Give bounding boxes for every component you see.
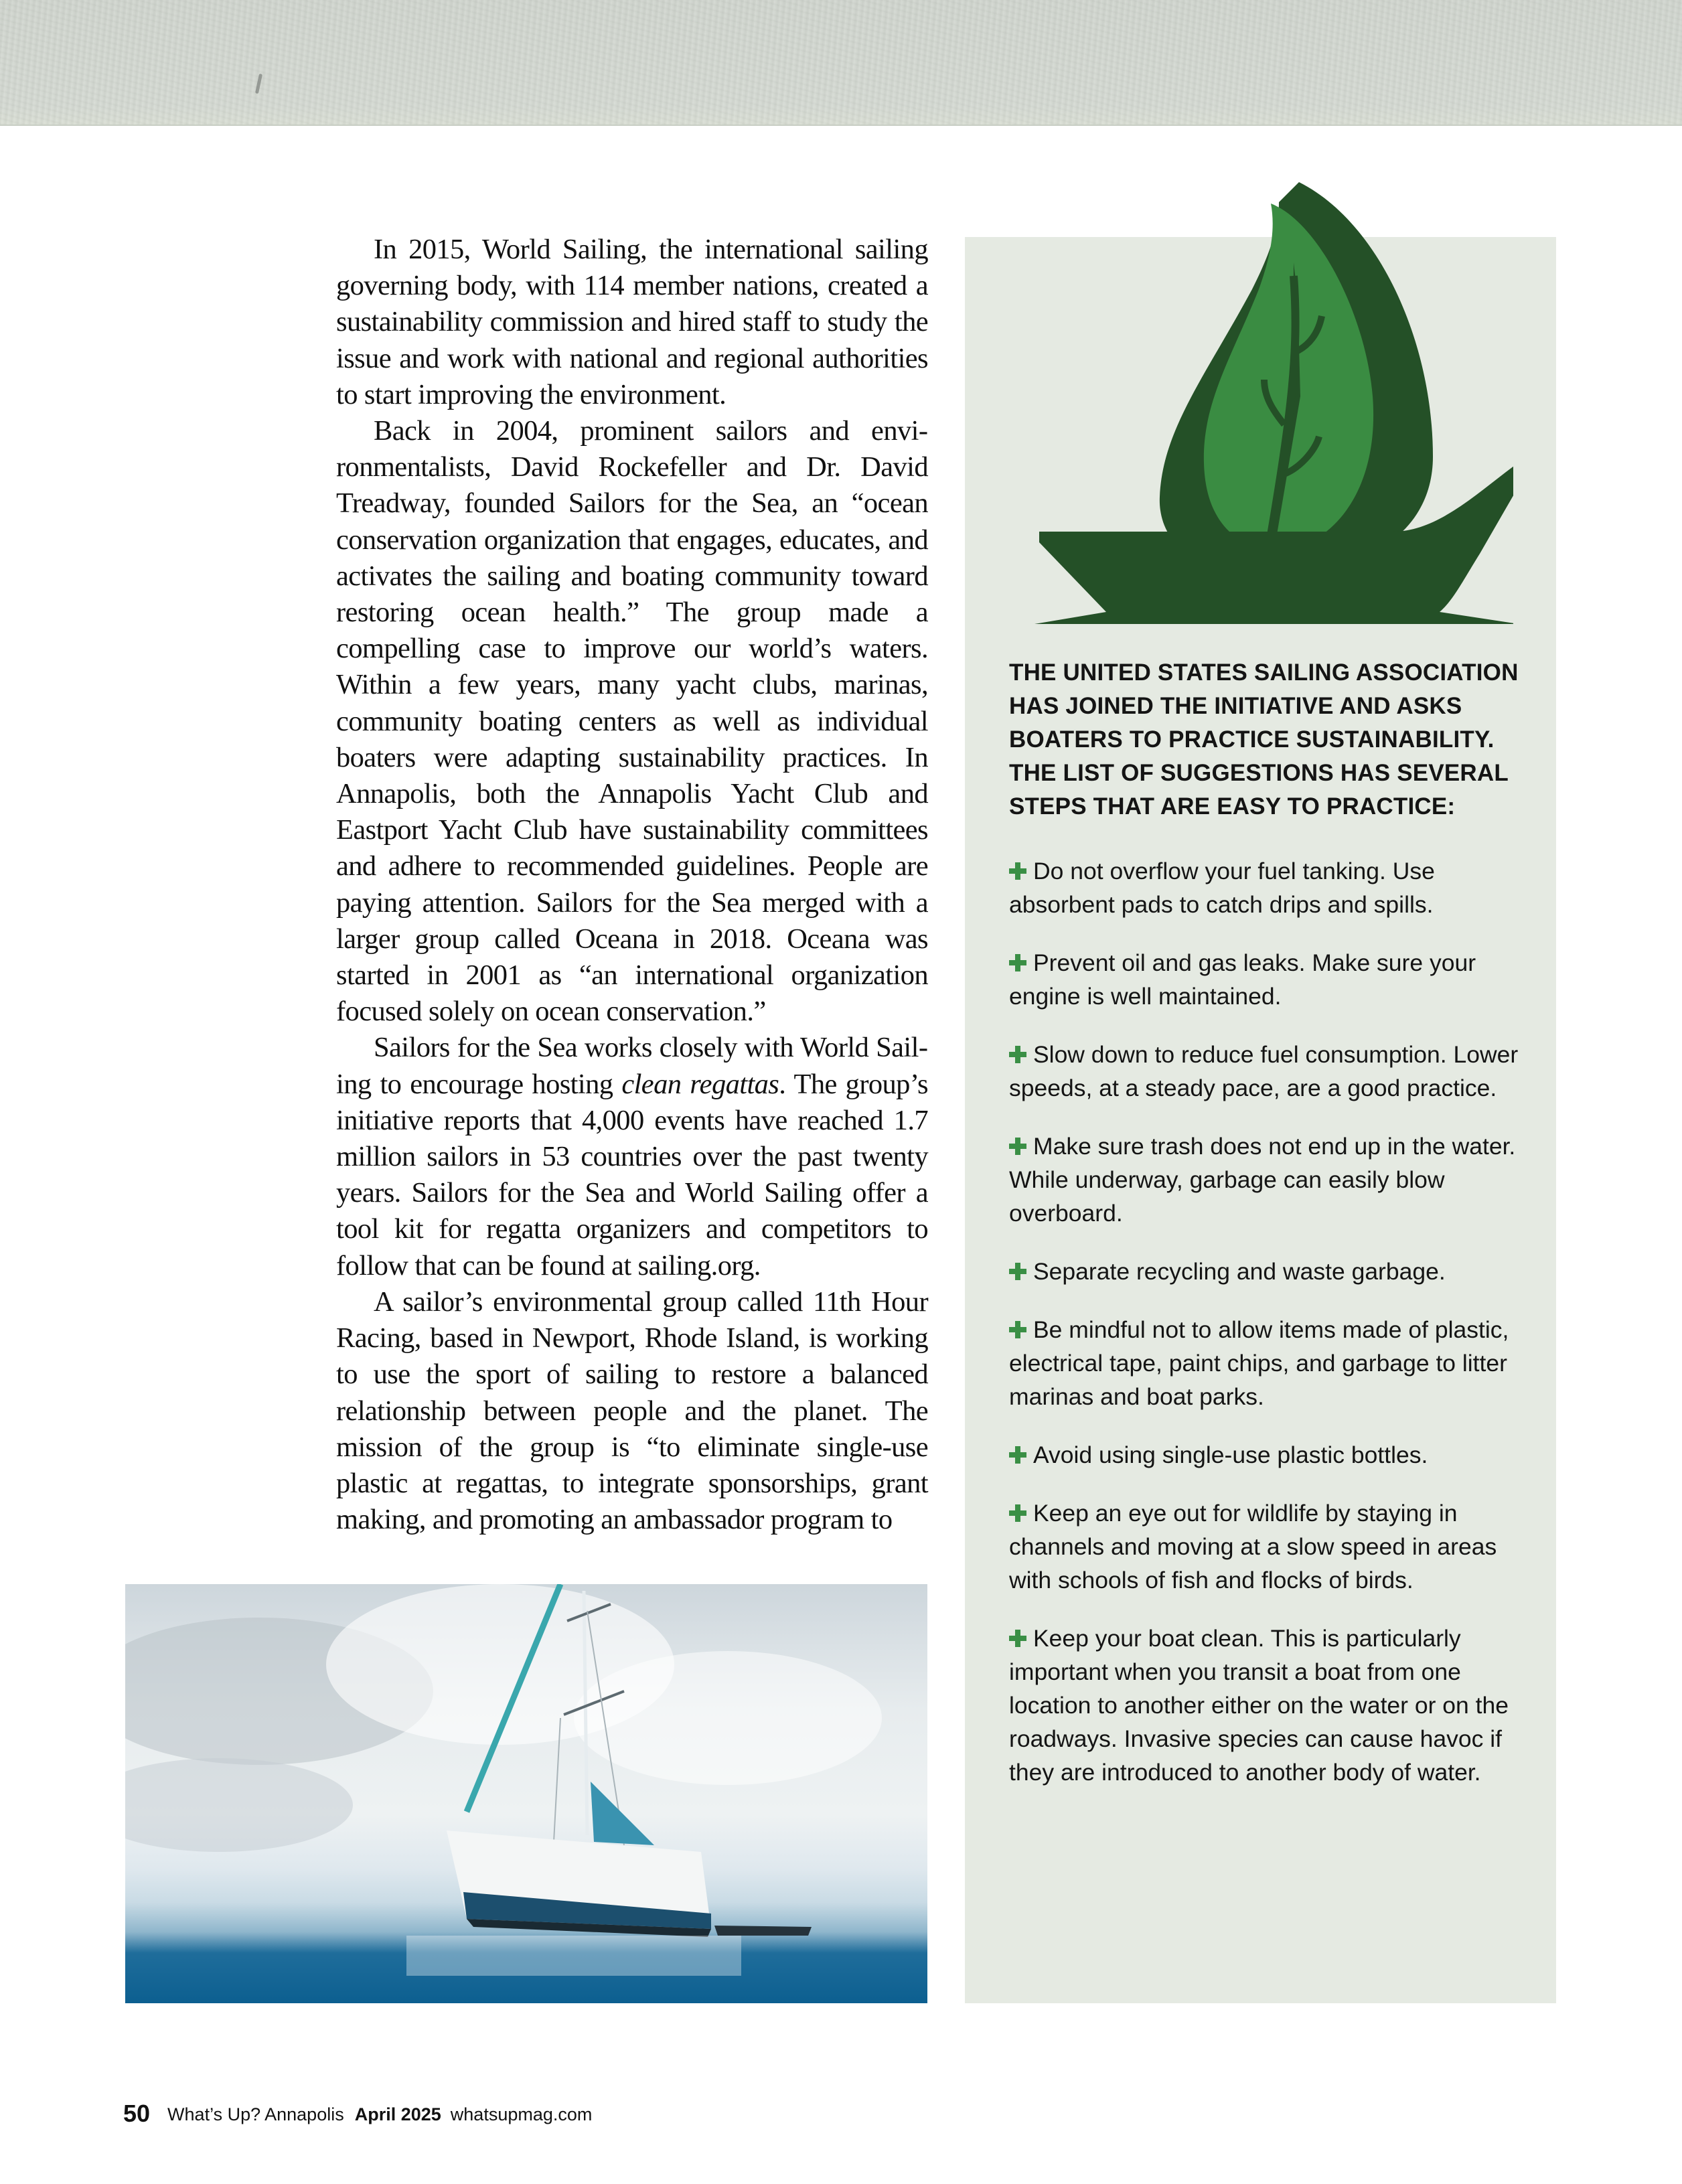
plus-icon bbox=[1009, 1504, 1026, 1522]
publication-name: What’s Up? Annapolis bbox=[167, 2104, 344, 2124]
tip-item bbox=[1009, 1496, 1531, 1597]
article-paragraph-3 bbox=[336, 1030, 928, 1283]
tip-text: Keep an eye out for wildlife by staying in channels and moving at a slow speed in areas with schools of fish and flocks of birds. bbox=[1009, 1500, 1497, 1593]
tip-item bbox=[1009, 1438, 1531, 1472]
plus-icon bbox=[1009, 1630, 1026, 1647]
tip-text: Make sure trash does not end up in the water. While underway, garbage can easily blow overboard. bbox=[1009, 1133, 1516, 1227]
article-body bbox=[336, 232, 928, 1538]
tip-text: Prevent oil and gas leaks. Make sure your engine is well maintained. bbox=[1009, 949, 1476, 1010]
italic-term: clean regattas bbox=[621, 1068, 779, 1100]
tip-text: Avoid using single-use plastic bottles. bbox=[1033, 1441, 1428, 1468]
tip-item bbox=[1009, 1313, 1531, 1413]
tip-text: Be mindful not to allow items made of plastic, electrical tape, paint chips, and garbage to litter marinas and boat parks. bbox=[1009, 1316, 1509, 1410]
tip-item bbox=[1009, 946, 1531, 1013]
issue-date: April 2025 bbox=[354, 2104, 441, 2124]
water-reflection bbox=[406, 1936, 741, 1976]
website-link[interactable]: whatsupmag.com bbox=[450, 2104, 593, 2124]
plus-icon bbox=[1009, 954, 1026, 971]
cloud bbox=[125, 1758, 353, 1852]
article-paragraph-4: A sailor’s environmental group called 11th Hour Racing, based in Newport, Rhode Island, is working to use the sport of sailing to restore a balanced relationship between people and the planet. The mission of the group is “to eliminate single-use plastic at regattas, to integrate sponsorships, grant making, and promoting an ambassador program to bbox=[336, 1285, 928, 1536]
tips-list bbox=[1009, 854, 1531, 1789]
plus-icon bbox=[1009, 1321, 1026, 1338]
sailboat-on-water-photo bbox=[125, 1584, 927, 2003]
header-texture-band bbox=[0, 0, 1682, 126]
article-paragraph-2: Back in 2004, prominent sailors and environmentalists, David Rockefeller and Dr. David Treadway, founded Sailors for the Sea, an “ocean conservation organization that engages, educates, and activates the sailing and boating community toward restoring ocean health.” The group made a compelling case to improve our world’s waters. Within a few years, many yacht clubs, marinas, community boating centers as well as individual boaters were adapting sustainability practices. In Annapolis, both the Annapolis Yacht Club and Eastport Yacht Club have sustainability committees and adhere to recommended guidelines. People are paying attention. Sailors for the Sea merged with a larger group called Oceana in 2018. Oceana was started in 2001 as “an international organization focused solely on ocean conservation.” bbox=[336, 415, 928, 1028]
dinghy bbox=[714, 1926, 812, 1936]
plus-icon bbox=[1009, 1138, 1026, 1155]
page-number: 50 bbox=[123, 2100, 151, 2127]
leaf-sailboat-icon bbox=[1004, 175, 1513, 631]
plus-icon bbox=[1009, 1263, 1026, 1280]
plus-icon bbox=[1009, 1046, 1026, 1063]
tip-text: Keep your boat clean. This is particularly important when you transit a boat from one location to another either on the water or on the roadways. Invasive species can cause havoc if they are introduced to another body of water. bbox=[1009, 1625, 1509, 1786]
sidebar-content bbox=[1009, 656, 1531, 1814]
mainsail-cover bbox=[591, 1782, 654, 1845]
paragraph-text: . The group’s initiative reports that 4,000 events have reached 1.7 million sailors in 53 countries over the past twenty years. Sailors for the Sea and World Sailing offer a tool kit for regatta organizers and competitors to follow that can be found at sailing.org. bbox=[336, 1068, 928, 1281]
cloud bbox=[574, 1651, 882, 1785]
tip-text: Slow down to reduce fuel consumption. Lower speeds, at a steady pace, are a good practice. bbox=[1009, 1041, 1519, 1101]
tip-item bbox=[1009, 1129, 1531, 1230]
article-paragraph-1: In 2015, World Sailing, the international sailing governing body, with 114 member nations, created a sustainability commission and hired staff to study the issue and work with national and regional authorities to start improving the environment. bbox=[336, 234, 928, 410]
tip-item bbox=[1009, 854, 1531, 921]
header-texture-mark bbox=[255, 74, 262, 94]
paragraph-text: Sailors for the Sea works closely with World Sailing to encourage hosting bbox=[336, 1032, 928, 1100]
page-footer bbox=[123, 2100, 592, 2128]
sidebar-heading: THE UNITED STATES SAILING ASSOCIATION HAS JOINED THE INITIATIVE AND ASKS BOATERS TO PRACTICE SUSTAINABILITY. THE LIST OF SUGGESTIONS HAS SEVERAL STEPS THAT ARE EASY TO PRACTICE: bbox=[1009, 659, 1519, 820]
plus-icon bbox=[1009, 862, 1026, 880]
tip-item bbox=[1009, 1255, 1531, 1288]
tip-text: Do not overflow your fuel tanking. Use absorbent pads to catch drips and spills. bbox=[1009, 858, 1435, 918]
tip-item bbox=[1009, 1622, 1531, 1789]
tip-item bbox=[1009, 1038, 1531, 1105]
sailboat-illustration bbox=[125, 1584, 927, 2003]
plus-icon bbox=[1009, 1446, 1026, 1464]
tip-text: Separate recycling and waste garbage. bbox=[1033, 1258, 1446, 1285]
